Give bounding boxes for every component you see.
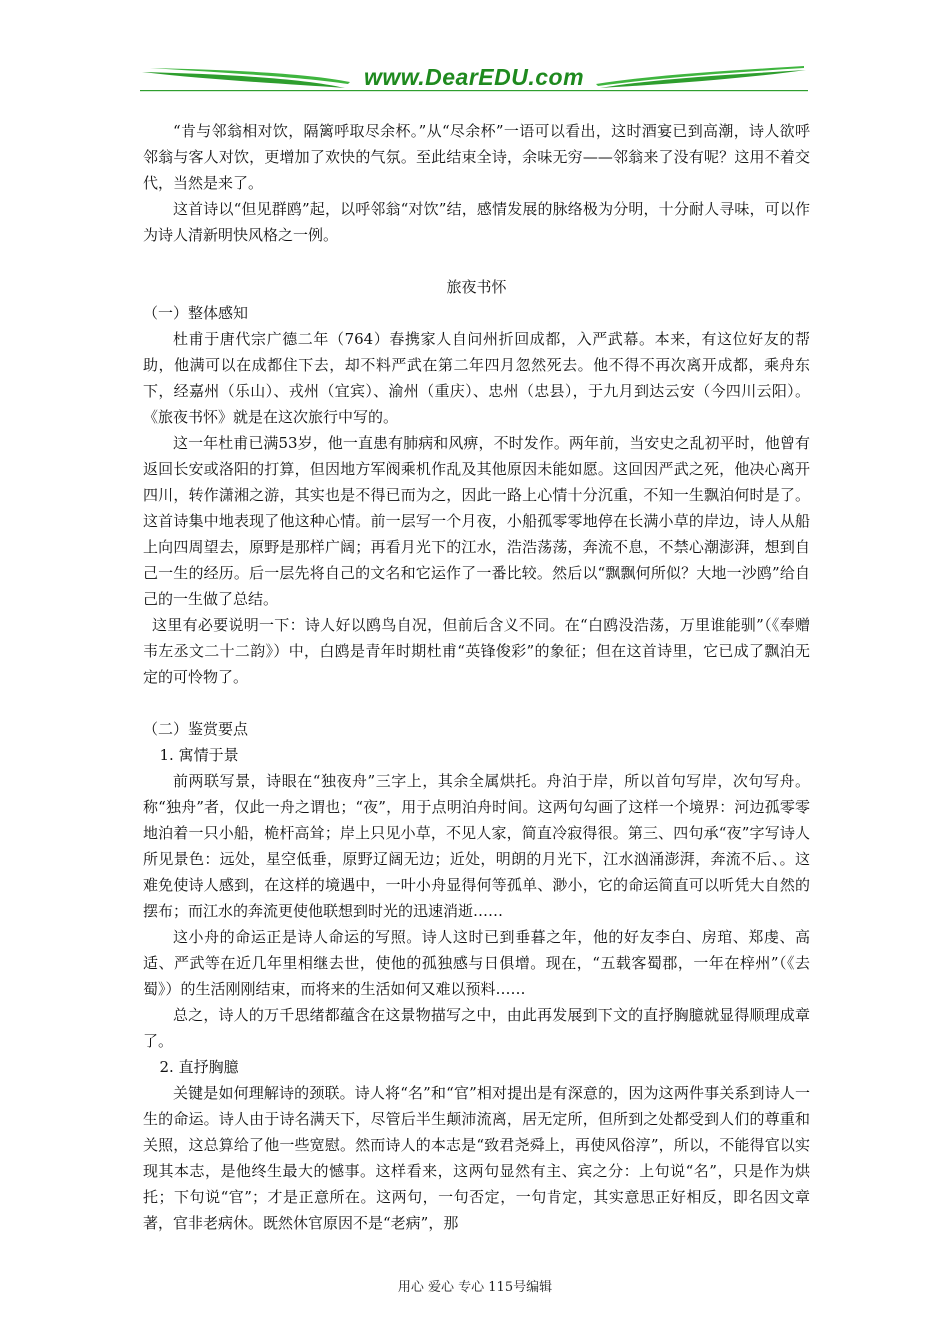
site-header-banner: [140, 60, 808, 100]
paragraph-3: 杜甫于唐代宗广德二年（764）春携家人自问州折回成都，入严武幕。本来，有这位好友的帮助，他满可以在成都住下去，却不料严武在第二年四月忽然死去。他不得不再次离开成都，乘舟东下，经嘉州（乐山）、戎州（宜宾）、渝州（重庆）、忠州（忠县），于九月到达云安（今四川云阳）。《旅夜书怀》就是在这次旅行中写的。: [143, 330, 810, 426]
section-heading-2: （二）鉴赏要点: [143, 720, 249, 738]
paragraph-6: 前两联写景，诗眼在“独夜舟”三字上，其余全属烘托。舟泊于岸，所以首句写岸，次句写舟。称“独舟”者，仅此一舟之谓也；“夜”，用于点明泊舟时间。这两句勾画了这样一个境界：河边孤零零地泊着一只小船，桅杆高耸；岸上只见小草，不见人家，简直冷寂得很。第三、四句承“夜”字写诗人所见景色：远处，星空低垂，原野辽阔无边；近处，明朗的月光下，江水汹涌澎湃，奔流不后、。这难免使诗人感到，在这样的境遇中，一叶小舟显得何等孤单、渺小，它的命运简直可以听凭大自然的摆布；而江水的奔流更使他联想到时光的迅速消逝……: [143, 772, 810, 920]
paragraph-9: 关键是如何理解诗的颈联。诗人将“名”和“官”相对提出是有深意的，因为这两件事关系到诗人一生的命运。诗人由于诗名满天下，尽管后半生颠沛流离，居无定所，但所到之处都受到人们的尊重和关照，这总算给了他一些宽慰。然而诗人的本志是“致君尧舜上，再使风俗淳”，所以，不能得官以实现其本志，是他终生最大的憾事。这样看来，这两句显然有主、宾之分：上句说“名”，只是作为烘托；下句说“官”；才是正意所在。这两句，一句否定，一句肯定，其实意思正好相反，即名因文章著，官非老病休。既然休官原因不是“老病”，那: [143, 1084, 810, 1232]
subheading-1: 1. 寓情于景: [159, 746, 239, 764]
paragraph-5: 这里有必要说明一下：诗人好以鸥鸟自况，但前后含义不同。在“白鸥没浩荡，万里谁能驯”（《奉赠韦左丞文二十二韵》）中，白鸥是青年时期杜甫“英锋俊彩”的象征；但在这首诗里，它已成了飘泊无定的可怜物了。: [143, 616, 810, 686]
blank-line: [143, 690, 810, 716]
paragraph-7: 这小舟的命运正是诗人命运的写照。诗人这时已到垂暮之年，他的好友李白、房琯、郑虔、高适、严武等在近几年里相继去世，使他的孤独感与日俱增。现在，“五载客蜀郡，一年在梓州”（《去蜀》）的生活刚刚结束，而将来的生活如何又难以预料……: [143, 928, 810, 998]
section-heading-1: （一）整体感知: [143, 304, 249, 322]
subheading-2: 2. 直抒胸臆: [159, 1058, 239, 1076]
document-body: [143, 118, 810, 1236]
paragraph-2: 这首诗以“但见群鸥”起，以呼邻翁“对饮”结，感情发展的脉络极为分明，十分耐人寻味，可以作为诗人清新明快风格之一例。: [143, 200, 810, 244]
section-title: 旅夜书怀: [446, 278, 507, 296]
paragraph-8: 总之，诗人的万千思绪都蕴含在这景物描写之中，由此再发展到下文的直抒胸臆就显得顺理成章了。: [143, 1006, 810, 1050]
site-logo-text: www.DearEDU.com: [363, 64, 585, 90]
paragraph-1: “肯与邻翁相对饮，隔篱呼取尽余杯。”从“尽余杯”一语可以看出，这时酒宴已到高潮，诗人欲呼邻翁与客人对饮，更增加了欢快的气氛。至此结束全诗，余味无穷——邻翁来了没有呢？这用不着交代，当然是来了。: [143, 122, 810, 192]
page-footer: 用心 爱心 专心 115号编辑: [397, 1280, 553, 1295]
paragraph-4: 这一年杜甫已满53岁，他一直患有肺病和风痹，不时发作。两年前，当安史之乱初平时，他曾有返回长安或洛阳的打算，但因地方军阀乘机作乱及其他原因未能如愿。这回因严武之死，他决心离开四川，转作潇湘之游，其实也是不得已而为之，因此一路上心情十分沉重，不知一生飘泊何时是了。这首诗集中地表现了他这种心情。前一层写一个月夜，小船孤零零地停在长满小草的岸边，诗人从船上向四周望去，原野是那样广阔；再看月光下的江水，浩浩荡荡，奔流不息，不禁心潮澎湃，想到自己一生的经历。后一层先将自己的文名和它运作了一番比较。然后以“飘飘何所似？大地一沙鸥”给自己的一生做了总结。: [143, 434, 810, 608]
